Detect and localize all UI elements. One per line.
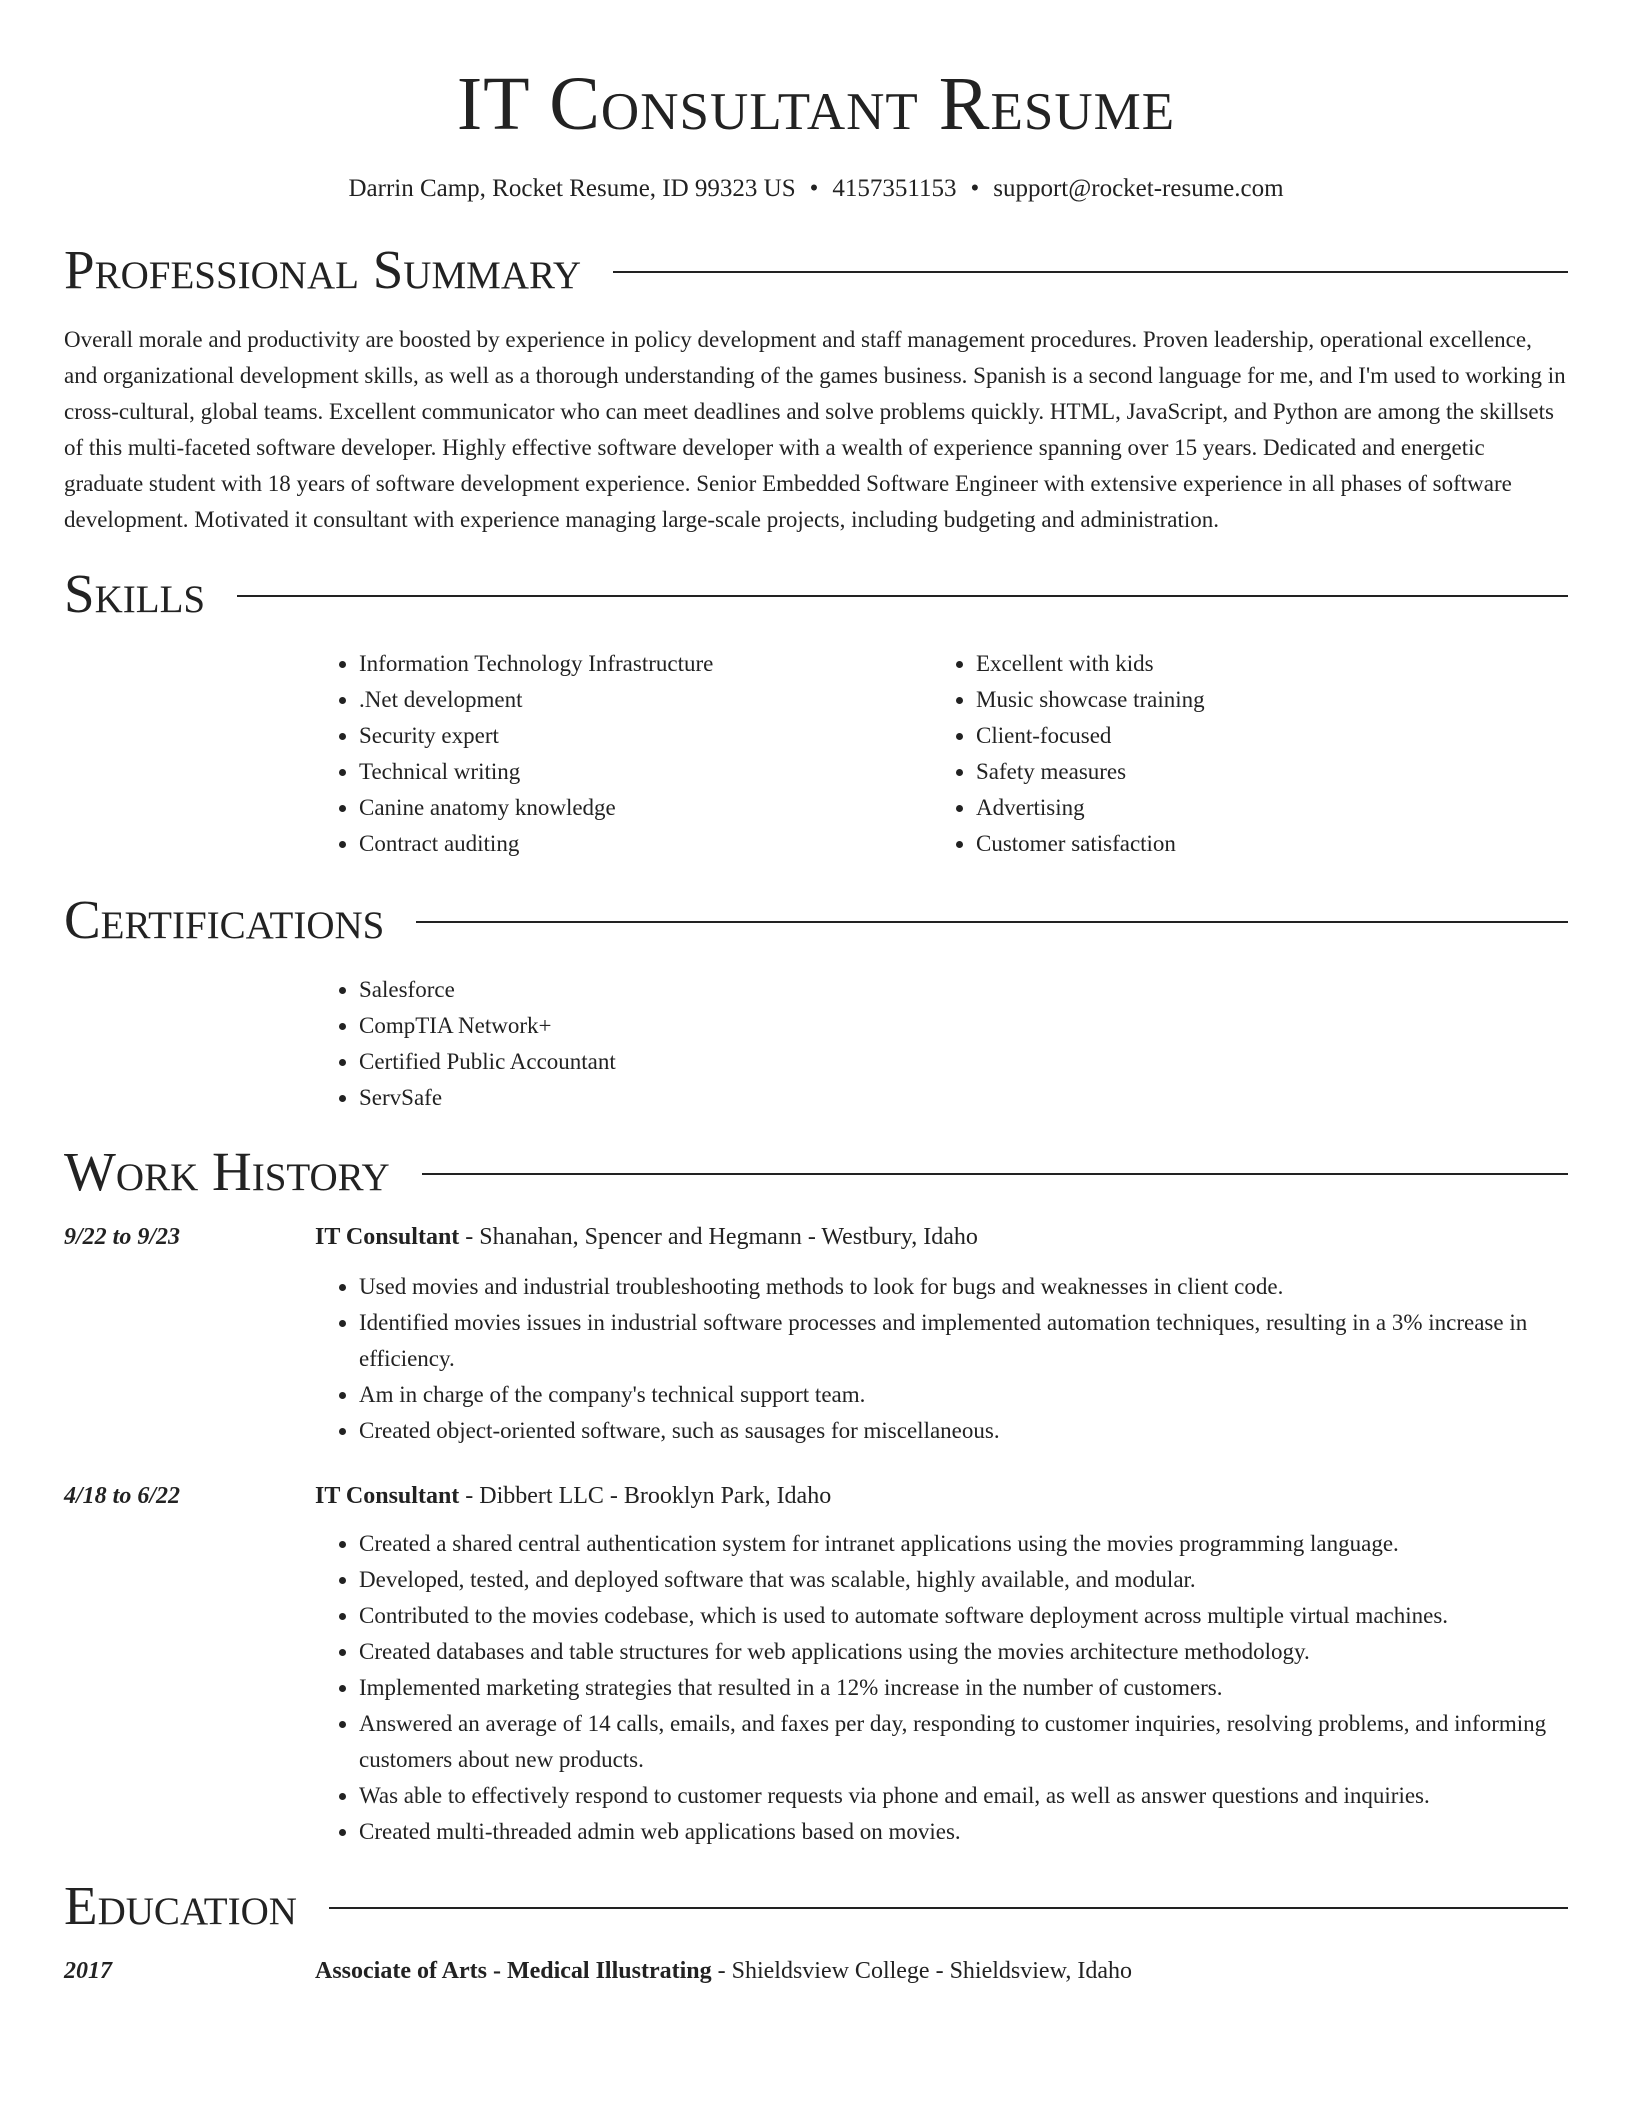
work-heading: Work History xyxy=(64,1141,390,1202)
education-year: 2017 xyxy=(64,1958,112,1984)
job-title: IT Consultant xyxy=(315,1224,460,1250)
contact-email: support@rocket-resume.com xyxy=(993,175,1284,202)
certifications-heading: Certifications xyxy=(64,889,385,950)
skill-item: • Excellent with kids xyxy=(976,646,1549,682)
certification-item: • CompTIA Network+ xyxy=(359,1008,1568,1044)
summary-text: Overall morale and productivity are boosted by experience in policy development and staff management procedures. Proven leadership, operational excellence, and organizational development skills, as well as a thorough understanding of the games business. Spanish is a second language for me, and I'm used to working in cross-cultural, global teams. Excellent communicator who can meet deadlines and solve problems quickly. HTML, JavaScript, and Python are among the skillsets of this multi-faceted software developer. Highly effective software developer with a wealth of experience spanning over 15 years. Dedicated and energetic graduate student with 18 years of software development experience. Senior Embedded Software Engineer with extensive experience in all phases of software development. Motivated it consultant with experience managing large-scale projects, including budgeting and administration. xyxy=(64,327,1566,532)
contact-line xyxy=(64,174,1568,204)
skill-item: • Advertising xyxy=(976,790,1549,826)
education-degree: Associate of Arts - Medical Illustrating xyxy=(315,1958,712,1984)
skill-item: • Music showcase training xyxy=(976,682,1549,718)
job-entry xyxy=(64,1224,1568,1449)
contact-address: Darrin Camp, Rocket Resume, ID 99323 US xyxy=(348,175,796,202)
work-section-heading xyxy=(64,1142,1568,1202)
job-bullet: • Am in charge of the company's technical support team. xyxy=(359,1377,1568,1413)
education-entry xyxy=(64,1958,1568,1985)
skill-item: • Security expert xyxy=(359,718,932,754)
skill-item: • .Net development xyxy=(359,682,932,718)
section-rule xyxy=(422,1173,1568,1175)
section-rule xyxy=(416,921,1568,923)
skills-list xyxy=(315,646,1568,862)
education-header xyxy=(64,1958,1568,1985)
education-heading: Education xyxy=(64,1875,297,1936)
job-bullet: • Answered an average of 14 calls, emails, and faxes per day, responding to customer inquiries, resolving problems, and informing customers about new products. xyxy=(359,1706,1568,1778)
education-school: - Shieldsview College - Shieldsview, Idaho xyxy=(711,1958,1132,1984)
skill-item: • Safety measures xyxy=(976,754,1549,790)
certification-item: • Certified Public Accountant xyxy=(359,1044,1568,1080)
contact-separator: • xyxy=(809,175,819,202)
job-bullet: • Created databases and table structures for web applications using the movies architecture methodology. xyxy=(359,1634,1568,1670)
skills-section-heading xyxy=(64,564,1568,624)
job-bullet: • Developed, tested, and deployed software that was scalable, highly available, and modular. xyxy=(359,1562,1568,1598)
job-bullet: • Created object-oriented software, such as sausages for miscellaneous. xyxy=(359,1413,1568,1449)
job-employer: - Dibbert LLC - Brooklyn Park, Idaho xyxy=(459,1483,832,1509)
certifications-section-heading xyxy=(64,890,1568,950)
section-rule xyxy=(613,271,1568,273)
job-bullet: • Contributed to the movies codebase, which is used to automate software deployment across multiple virtual machines. xyxy=(359,1598,1568,1634)
skill-item: • Client-focused xyxy=(976,718,1549,754)
skill-item: • Information Technology Infrastructure xyxy=(359,646,932,682)
education-line xyxy=(315,1958,1132,1985)
education-section-heading xyxy=(64,1876,1568,1936)
job-employer: - Shanahan, Spencer and Hegmann - Westbury, Idaho xyxy=(459,1224,978,1250)
summary-section-heading xyxy=(64,240,1568,300)
contact-separator: • xyxy=(970,175,980,202)
job-bullet: • Identified movies issues in industrial software processes and implemented automation techniques, resulting in a 3% increase in efficiency. xyxy=(359,1305,1568,1377)
skill-item: • Canine anatomy knowledge xyxy=(359,790,932,826)
certification-item: • Salesforce xyxy=(359,972,1568,1008)
certification-item: • ServSafe xyxy=(359,1080,1568,1116)
section-rule xyxy=(237,595,1568,597)
job-header xyxy=(64,1224,1568,1251)
summary-heading: Professional Summary xyxy=(64,239,582,300)
job-dates: 4/18 to 6/22 xyxy=(64,1483,181,1509)
contact-phone: 4157351153 xyxy=(832,175,957,202)
certifications-list xyxy=(315,972,1568,1116)
job-title-line xyxy=(315,1224,978,1251)
skill-item: • Technical writing xyxy=(359,754,932,790)
section-rule xyxy=(329,1907,1568,1909)
job-title-line xyxy=(315,1483,831,1510)
job-bullet: • Used movies and industrial troubleshooting methods to look for bugs and weaknesses in client code. xyxy=(359,1269,1568,1305)
job-bullets xyxy=(315,1269,1568,1449)
skills-column-left xyxy=(315,646,932,862)
skills-column-right xyxy=(932,646,1549,862)
job-entry xyxy=(64,1483,1568,1850)
skill-item: • Customer satisfaction xyxy=(976,826,1549,862)
skill-item: • Contract auditing xyxy=(359,826,932,862)
job-bullets xyxy=(315,1526,1568,1850)
resume-title: IT Consultant Resume xyxy=(456,62,1176,146)
job-bullet: • Created a shared central authentication system for intranet applications using the movies programming language. xyxy=(359,1526,1568,1562)
skills-heading: Skills xyxy=(64,563,206,624)
job-bullet: • Implemented marketing strategies that resulted in a 12% increase in the number of customers. xyxy=(359,1670,1568,1706)
job-bullet: • Created multi-threaded admin web applications based on movies. xyxy=(359,1814,1568,1850)
job-title: IT Consultant xyxy=(315,1483,460,1509)
job-bullet: • Was able to effectively respond to customer requests via phone and email, as well as answer questions and inquiries. xyxy=(359,1778,1568,1814)
job-header xyxy=(64,1483,1568,1510)
job-dates: 9/22 to 9/23 xyxy=(64,1224,181,1250)
